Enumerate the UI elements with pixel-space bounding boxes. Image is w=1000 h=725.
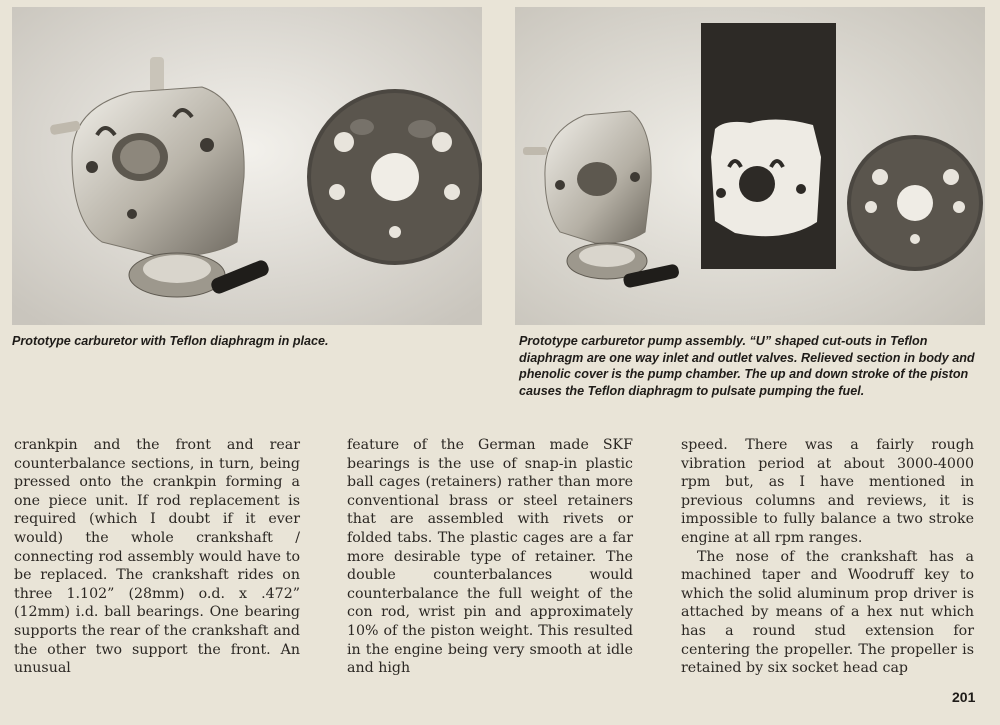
photo-carburetor-diaphragm — [12, 7, 482, 325]
caption-right: Prototype carburetor pump assembly. “U” shaped cut-outs in Teflon diaphragm are one way inlet and outlet valves. Relieved section in body and phenolic cover is the pump chamber. The up and down stroke of the piston causes the Teflon diaphragm to pulsate pumping the fuel. — [519, 334, 975, 398]
text-column-3 — [681, 436, 974, 678]
paragraph: feature of the German made SKF bearings is the use of snap-in plastic ball cages (retainers) rather than more conventional brass or steel retainers that are assembled with rivets or folded tabs. The plastic cages are a far more desirable type of retainer. The double counterbalances would counterbalance the full weight of the con rod, wrist pin and approximately 10% of the piston weight. This resulted in the engine being very smooth at idle and high — [347, 437, 633, 677]
paragraph: crankpin and the front and rear counterbalance sections, in turn, being pressed onto the crankpin forming a one piece unit. If rod replacement is required (which I doubt if it ever would) the whole crankshaft / connecting rod assembly would have to be replaced. The crankshaft rides on three 1.102” (28mm) o.d. x .472” (12mm) i.d. ball bearings. One bearing supports the rear of the crankshaft and the other two support the front. An unusual — [14, 437, 300, 677]
paragraph: The nose of the crankshaft has a machined taper and Woodruff key to which the solid aluminum prop driver is attached by means of a hex nut which has a round stud extension for centering the propeller. The propeller is retained by six socket head cap — [681, 548, 974, 677]
text-column-2 — [347, 436, 633, 678]
text-column-1 — [14, 436, 300, 678]
caption-left: Prototype carburetor with Teflon diaphragm in place. — [12, 334, 329, 348]
paragraph: speed. There was a fairly rough vibration period at about 3000-4000 rpm but, as I have mentioned in previous columns and reviews, it is impossible to fully balance a two stroke engine at all rpm ranges. — [681, 437, 974, 546]
page-number: 201 — [952, 689, 976, 705]
photo-pump-assembly — [515, 7, 985, 325]
